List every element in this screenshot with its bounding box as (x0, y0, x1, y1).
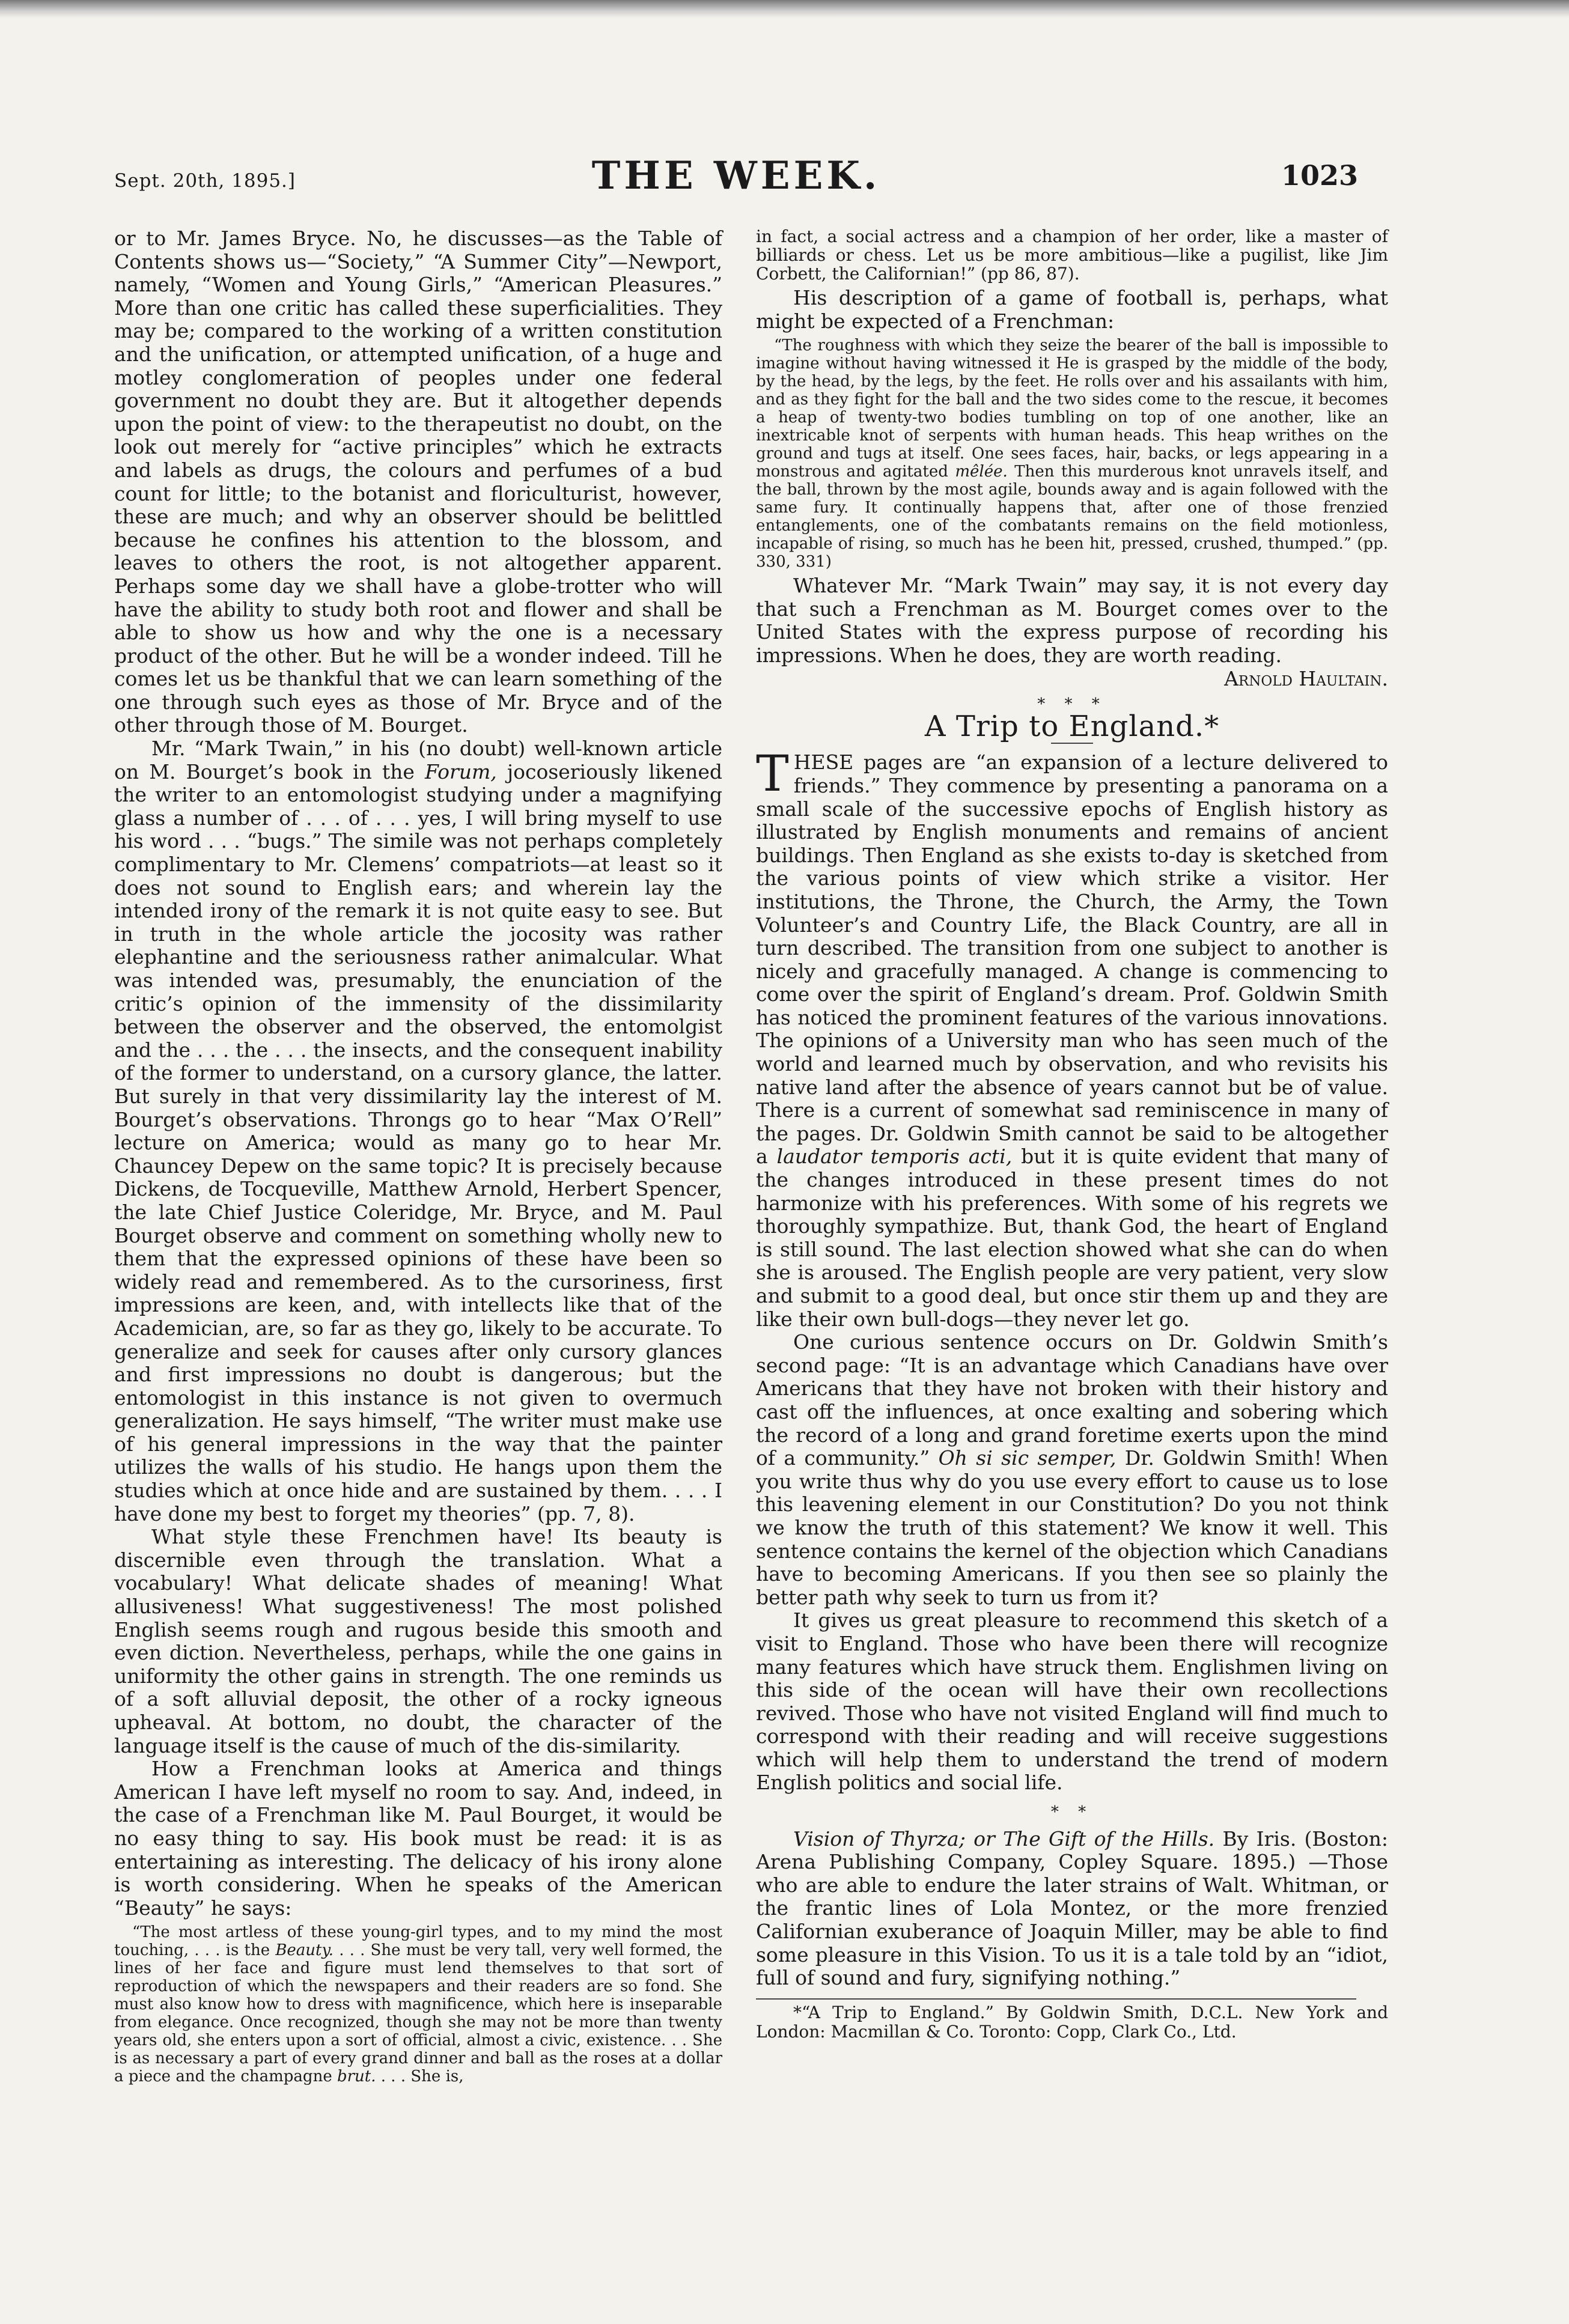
text-run: “The roughness with which they seize the bearer of the ball is impossible to imagine without having witnessed it He is grasped by the middle of the body, by the head, by the legs, by the feet. He rolls over and his assailants with him, and as they fight for the ball and the two sides come to the rescue, it becomes a heap of twenty-two bodies tumbling on top of one another, like an inextricable knot of serpents with human heads. This heap writhes on the ground and tugs at itself. One sees faces, hair, backs, or legs appearing in a monstrous and agitated (756, 336, 1388, 481)
publication-title: THE WEEK. (591, 153, 881, 198)
text-run: “The most artless of these young-girl types, and to my mind the most touching, . . . is the (114, 1923, 722, 1960)
block-quote-continued: in fact, a social actress and a champion of her order, like a master of billiards or chess. Let us be more ambitious—like a pugilist, like Jim Corbett, the Californian!” (pp 86, 87). (756, 227, 1388, 284)
text-run: . . . She is, (376, 2067, 464, 2086)
text-run: HESE pages are “an expansion of a lecture delivered to friends.” They commence by presenting a panorama on a small scale of the successive epochs of English history as illustrated by English monuments and remains of ancient buildings. Then England as she exists to-day is sketched from the various points of view which strike a visitor. Her institutions, the Throne, the Church, the Army, the Town Volunteer’s and Country Life, the Black Country, are all in turn described. The transition from one subject to another is nicely and gracefully managed. A change is commencing to come over the spirit of England’s dream. Prof. Goldwin Smith has noticed the prominent features of the various innovations. The opinions of a University man who has seen much of the world and learned much by observation, and who revisits his native land after the absence of years cannot but be of value. There is a current of somewhat sad reminiscence in many of the pages. Dr. Goldwin Smith cannot be said to be altogether a (756, 750, 1388, 1169)
paragraph: Whatever Mr. “Mark Twain” may say, it is not every day that such a Frenchman as M. Bourget comes over to the United States with the express purpose of recording his impressions. When he does, they are worth reading. (756, 574, 1388, 667)
text-run: . . . She must be very tall, very well formed, the lines of her face and figure must lend themselves to that sort of reproduction of which the newspapers and their readers are so fond. She must also know how to dress with magnificence, which here is inseparable from elegance. Once recognized, though she may not be more than twenty years old, she enters upon a sort of official, almost a civic, existence. . . She is as necessary a part of every grand dinner and ball as the roses at a dollar a piece and the champagne (114, 1941, 722, 2086)
scan-edge (0, 0, 1569, 18)
paragraph (114, 737, 722, 1526)
paragraph: It gives us great pleasure to recommend this sketch of a visit to England. Those who have been there will recognize many features which have struck them. Englishmen living on this side of the ocean will have their own recollections revived. Those who have not visited England will find much to correspond with their reading and will receive suggestions which will help them to understand the trend of modern English politics and social life. (756, 1608, 1388, 1795)
paragraph: His description of a game of football is, perhaps, what might be expected of a Frenchman: (756, 286, 1388, 333)
italic-text: Oh si sic semper, (938, 1446, 1117, 1470)
text-run: jocoseriously likened the writer to an entomologist studying under a magnifying glass a number of . . . of . . . yes, I will bring myself to use his word . . . “bugs.” The simile was not perhaps completely complimentary to Mr. Clemens’ compatriots—at least so it does not sound to English ears; and wherein lay the intended irony of the remark it is not quite easy to see. But in truth in the whole article the jocosity was rather elephantine and the seriousness rather animalcular. What was intended was, presumably, the enunciation of the critic’s opinion of the immensity of the dissimilarity between the observer and the observed, the entomolgist and the . . . the . . . the insects, and the consequent inability of the former to understand, on a cursory glance, the latter. But surely in that very dissimilarity lay the interest of M. Bourget’s observations. Throngs go to hear “Max O’Rell” lecture on America; would as many go to hear Mr. Chauncey Depew on the same topic? It is precisely because Dickens, de Tocqueville, Matthew Arnold, Herbert Spencer, the late Chief Justice Coleridge, Mr. Bryce, and M. Paul Bourget observe and comment on something wholly new to them that the expressed opinions of these have been so widely read and remembered. As to the cursoriness, first impressions are keen, and, with intellects like that of the Academician, are, so far as they go, likely to be accurate. To generalize and seek for causes after only cursory glances and first impressions no doubt is dangerous; but the entomologist in this instance is not given to overmuch generalization. He says himself, “The writer must make use of his general impressions in the way that the painter utilizes the walls of his studio. He hangs upon them the studies which at once hide and are sustained by them. . . . I have done my best to forget my theories” (pp. 7, 8). (114, 759, 722, 1526)
right-column (756, 227, 1388, 2042)
left-column (114, 227, 722, 2089)
italic-text: Beauty. (275, 1941, 334, 1960)
paragraph: or to Mr. James Bryce. No, he discusses—as the Table of Contents shows us—“Society,” “A Summer City”—Newport, namely, “Women and Young Girls,” “American Pleasures.” More than one critic has called these superficialities. They may be; compared to the working of a written constitution and the unification, or attempted unification, of a huge and motley conglomeration of peoples under one federal government no doubt they are. But it altogether depends upon the point of view: to the therapeutist no doubt, on the look out merely for “active principles” which he extracts and labels as drugs, the colours and perfumes of a bud count for little; to the botanist and floriculturist, however, these are much; and why an observer should be belittled because he confines his attention to the blossom, and leaves to others the root, is not altogether apparent. Perhaps some day we shall have a globe-trotter who will have the ability to study both root and flower and shall be able to show us how and why the one is a necessary product of the other. But he will be a wonder indeed. Till he comes let us be thankful that we can learn something of the one through such eyes as those of Mr. Bryce and of the other through those of M. Bourget. (114, 227, 722, 737)
text-run: Then this murderous knot unravels itself, and the ball, thrown by the most agile, bounds away and is again followed with the same fury. It continually happens that, after one of those frenzied entanglements, one of the combatants remains on the field motionless, incapable of rising, so much has he been hit, pressed, crushed, thumped.” (pp. 330, 331) (756, 463, 1388, 571)
italic-text: brut. (337, 2067, 376, 2086)
section-divider-stars: * * (1050, 1803, 1094, 1822)
block-quote (114, 1923, 722, 2085)
text-run: By Iris. (Boston: Arena Publishing Company, Copley Square. 1895.) —Those who are able to endure the later strains of Walt. Whitman, or the frantic lines of Lola Montez, or the more frenzied Californian exuberance of Joaquin Miller, may be able to find some pleasure in this Vision. To us it is a tale told by an “idiot, full of sound and fury, signifying nothing.” (756, 1827, 1388, 1990)
text-run: but it is quite evident that many of the changes introduced in these present times do not harmonize with his preferences. With some of his regrets we thoroughly sympathize. But, thank God, the heart of England is still sound. The last election showed what she can do when she is aroused. The English people are very patient, very slow and submit to a good deal, but once stir them up and they are like their own bull-dogs—they never let go. (756, 1145, 1389, 1331)
section-divider-stars: * * * (1037, 695, 1107, 714)
italic-text: mêlée. (955, 463, 1008, 481)
page-number: 1023 (1281, 159, 1358, 192)
page-header (114, 153, 1358, 207)
paragraph: What style these Frenchmen have! Its beauty is discernible even through the translation. What a vocabulary! What delicate shades of meaning! What allusiveness! What suggestiveness! The most polished English seems rough and rugous beside this smooth and even diction. Nevertheless, perhaps, while the one gains in uniformity the other gains in strength. The one reminds us of a soft alluvial deposit, the other of a rocky igneous upheaval. At bottom, no doubt, the character of the language itself is the cause of much of the dis-similarity. (114, 1525, 722, 1757)
footnote-rule (756, 1998, 1356, 2000)
text-run: Mr. “Mark Twain,” in his (no doubt) well-known article on M. Bourget’s book in the (114, 737, 722, 783)
italic-text: laudator temporis acti, (776, 1145, 1013, 1169)
section-title: A Trip to England.* (924, 709, 1220, 743)
paragraph (756, 746, 1389, 1331)
paragraph: How a Frenchman looks at America and things American I have left myself no room to say. And, indeed, in the case of a Frenchman like M. Paul Bourget, it would be no easy thing to say. His book must be read: it is as entertaining as interesting. The delicacy of his irony alone is worth considering. When he speaks of the American “Beauty” he says: (114, 1757, 722, 1920)
paragraph (756, 1331, 1388, 1609)
review-title: Vision of Thyrza; or The Gift of the Hills. (793, 1827, 1215, 1851)
footnote: *“A Trip to England.” By Goldwin Smith, D.C.L. New York and London: Macmillan & Co. Toronto: Copp, Clark Co., Ltd. (756, 2002, 1388, 2042)
text-run: One curious sentence occurs on Dr. Goldwin Smith’s second page: “It is an advantage which Canadians have over Americans that they have not broken with their history and cast off the influences, at once exalting and sobering which the record of a long and grand foretime exerts upon the mind of a community.” (756, 1330, 1388, 1470)
drop-cap: T (756, 746, 789, 803)
italic-text: Forum, (425, 759, 497, 783)
header-date: Sept. 20th, 1895.] (114, 170, 296, 192)
author-signature: Arnold Haultain. (1224, 666, 1388, 690)
text-run: Dr. Goldwin Smith! When you write thus why do you use every effort to cause us to lose this leavening element in our Constitution? Do you not think we know the truth of this statement? We know it well. This sentence contains the kernel of the objection which Canadians have to becoming Americans. If you then see so plainly the better path why seek to turn us from it? (756, 1446, 1388, 1609)
block-quote (756, 336, 1388, 571)
review-paragraph (756, 1828, 1388, 1990)
